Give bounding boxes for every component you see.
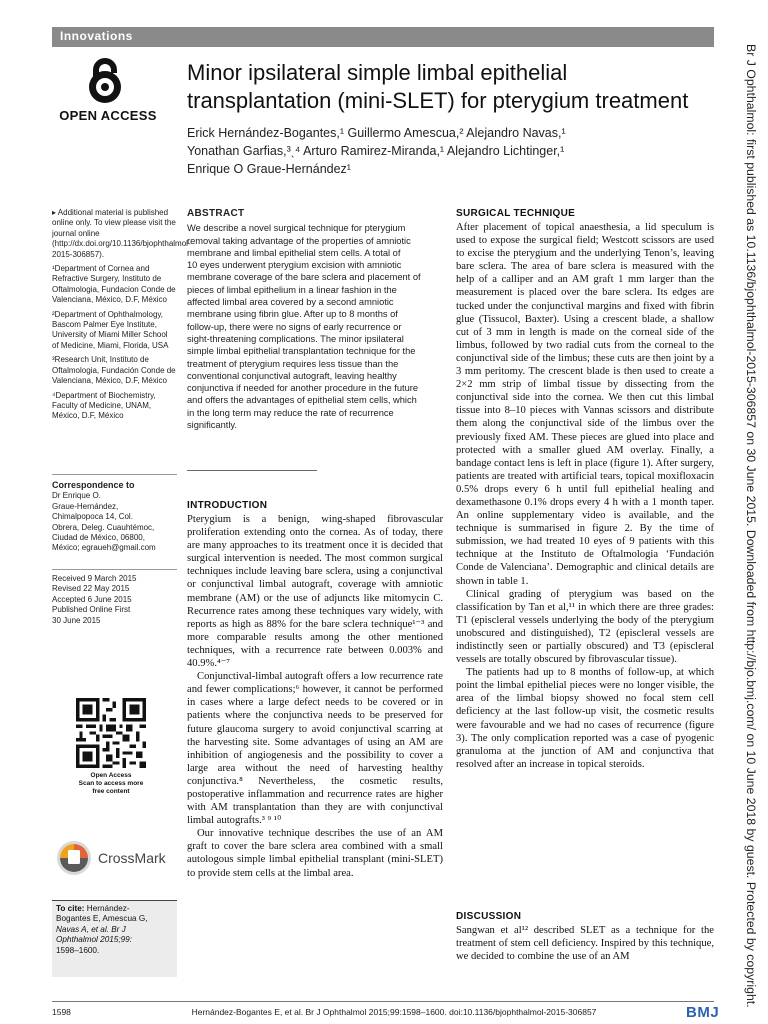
abstract-line: conventional conjunctival autograft, leaving healthy <box>187 370 397 381</box>
date-published-label: Published Online First <box>52 605 131 615</box>
abstract-line: pieces of limbal epithelium in a linear fashion in the <box>187 284 397 295</box>
open-access-lock-icon <box>52 58 158 108</box>
correspondence-block <box>52 480 176 554</box>
cite-heading: To cite: <box>56 904 85 913</box>
date-received: Received 9 March 2015 <box>52 574 137 583</box>
abstract-line: We describe a novel surgical technique for pterygium <box>187 223 406 234</box>
intro-paragraph-2: Conjunctival-limbal autograft offers a low recurrence rate and fewer complications;⁶ however, it cannot be performed in cases where a large defect needs to be covered or in patients where the conjunctiva needs to be preserved for future glaucoma surgery to avoid conjunctival scarring at the harvesting site. Some advantages of using an AM are inhibition of angiogenesis and the possibility to cover a large area without the need of harvesting healthy conjunctiva.⁸ Nevertheless, the cosmetic results, postoperative inflammation and recurrence rates are higher with AM transplantation than they are with conjunctival limbal autografts.³ ⁹ ¹⁰ <box>187 671 443 827</box>
affiliation-4: ⁴Department of Biochemistry, Faculty of Medicine, UNAM, México, D.F, México <box>52 390 156 421</box>
surgical-technique-heading: SURGICAL TECHNIQUE <box>456 208 576 219</box>
correspondence-line: Ciudad de México, 06800, <box>52 533 145 543</box>
abstract-line: membrane coverage of the bare sclera and placement of <box>187 272 421 283</box>
download-note-vertical <box>724 44 766 1008</box>
qr-caption-line: Scan to access more <box>78 780 144 787</box>
correspondence-line: Obrera, Deleg. Cuauhtémoc, <box>52 522 155 532</box>
abstract-line: sight-threatening complications. The minor ipsilateral <box>187 333 404 344</box>
discussion-heading: DISCUSSION <box>456 911 522 922</box>
abstract-line: follow-up, there were no signs of early recurrence or <box>187 321 402 332</box>
bmj-logo: BMJ <box>686 1004 720 1021</box>
date-revised: Revised 22 May 2015 <box>52 584 130 594</box>
technique-paragraph-1: After placement of topical anaesthesia, a lid speculum is used to expose the surgical field; Westcott scissors are used to excise the pterygium and the underlying Tenon’s, leaving bare sclera. The area of bare sclera is measured with the help of a calliper and an AM graft 1 mm larger than the measurement is placed over the bare sclera. Its edges are tucked under the conjunctival margins and fixed with fibrin glue (Tissucol, Baxter). Using a crescent blade, a shallow cut of 3 mm in length is made on the corneal side of the limbus, followed by two radial cuts from the corneal to the conjunctival side of the limbus; these cuts are then joint by a 3 mm peritomy. The crescent blade is then used to create a 2×2 mm strip of limbal tissue by dissecting from the conjunctival side into the cornea. We then cut this limbal tissue into 8–10 pieces with Vannas scissors and distribute them along the conjunctival side of the limbus over the previously fixed AM. These pieces are glued into place and protected with a smaller glued AM overlay. Finally, a bandage contact lens is left in place (figure 1). After surgery, patients are treated with artificial tears, topical moxifloxacin 0.5% drops every 6 h until full epithelial healing and dexamethasone 0.1% drops every 4 h with a 1 month taper. An online supplementary video is available, and the technique is summarised in figure 2. By the time of submission, we had treated 10 eyes of 9 patients with this technique at the Instituto de Oftalmologia ‘Fundación Conde de Valenciana’. Demographic and clinical details are shown in table 1. <box>456 222 714 587</box>
cite-line: 1598–1600. <box>56 945 100 955</box>
correspondence-email[interactable]: México; egraueh@gmail.com <box>52 543 156 553</box>
abstract-line: simple limbal epithelial transplantation technique for the <box>187 346 416 357</box>
abstract-rule <box>187 470 317 471</box>
footer-citation: Hernández-Bogantes E, et al. Br J Ophthalmol 2015;99:1598–1600. doi:10.1136/bjophthalmol-2015-306857 <box>191 1007 597 1017</box>
article-title <box>187 59 717 115</box>
introduction-section <box>187 500 443 880</box>
discussion-section <box>456 911 714 963</box>
abstract <box>187 208 443 431</box>
supplementary-note: ▸ Additional material is published online only. To view please visit the journal online (http://dx.doi.org/10.1136/bjophthalmol-2015-306857). <box>52 208 191 259</box>
authors-line-1: Erick Hernández-Bogantes,¹ Guillermo Amescua,² Alejandro Navas,¹ <box>187 126 566 140</box>
abstract-line: treatment of pterygium requires less tissue than the <box>187 358 399 369</box>
open-access-label: OPEN ACCESS <box>59 108 157 123</box>
qr-caption-line: Open Access <box>90 772 132 779</box>
abstract-line: removal taking advantage of the properties of amniotic <box>187 235 411 246</box>
footer-rule <box>52 1001 714 1002</box>
abstract-line: significantly. <box>187 420 237 431</box>
abstract-line: in the long term may reduce the rate of recurrence <box>187 407 394 418</box>
surgical-technique-section <box>456 208 714 771</box>
date-accepted: Accepted 6 June 2015 <box>52 594 132 604</box>
qr-code-icon <box>76 698 146 768</box>
qr-caption <box>52 772 170 796</box>
crossmark-badge[interactable] <box>56 838 176 878</box>
affiliation-1: ¹Department of Cornea and Refractive Surgery, Instituto de Oftalmologia, Fundacion Conde de Valenciana, México, D.F, México <box>52 264 176 305</box>
discussion-paragraph-1: Sangwan et al¹² described SLET as a technique for the treatment of stem cell deficiency. Inspired by this technique, we decided to combine the use of an AM <box>456 925 714 963</box>
citation-box <box>52 900 177 977</box>
crossmark-label: CrossMark <box>98 850 166 866</box>
abstract-line: membrane using fibrin glue. After up to 8 months of <box>187 309 398 320</box>
sidebar-divider <box>52 474 177 475</box>
abstract-line: 10 eyes underwent pterygium excision with amniotic <box>187 260 402 271</box>
section-label: Innovations <box>60 29 133 43</box>
intro-paragraph-1: Pterygium is a benign, wing-shaped fibrovascular proliferation extending onto the cornea. As of today, there are many approaches to its treatment once it is decided that surgical intervention is needed. The most common surgical techniques include leaving bare sclera, using a conjunctival or conjunctival limbal autograft, coverage with amniotic membrane (AM) or the use of adjuncts like mitomycin C. Recurrence rates among these techniques vary widely, with reports as high as 88% for the bare sclera technique¹⁻³ and more comparable results among the other mentioned techniques, with a recurrence rate between 0.003% and 40.9%.⁴⁻⁷ <box>187 514 443 670</box>
technique-paragraph-2: Clinical grading of pterygium was based on the classification by Tan et al,¹¹ in which there are three grades: T1 (episcleral vessels underlying the body of the pterygium unobscured and distinguished), T2 (episcleral vessels are indistinctly seen or partially obscured) and T3 (episcleral vessels are totally obscured by fibrovascular tissue). <box>456 588 714 666</box>
abstract-heading: ABSTRACT <box>187 208 245 219</box>
page-number: 1598 <box>52 1007 71 1017</box>
qr-caption-line: free content <box>92 788 130 795</box>
author-list <box>187 124 717 178</box>
open-access-logo <box>52 58 158 128</box>
abstract-line: conjunctiva if needed for another procedure in the future <box>187 383 419 394</box>
title-line-1: Minor ipsilateral simple limbal epithelial <box>187 60 568 85</box>
affiliation-2: ²Department of Ophthalmology, Bascom Palmer Eye Institute, University of Miami Miller School of Medicine, Miami, Florida, USA <box>52 309 169 350</box>
cite-line: Navas A, et al. Br J <box>56 924 126 934</box>
title-line-2: transplantation (mini-SLET) for pterygium treatment <box>187 88 689 113</box>
correspondence-line: Graue-Hernández, <box>52 501 119 511</box>
correspondence-heading: Correspondence to <box>52 480 135 490</box>
sidebar-divider <box>52 569 177 570</box>
authors-line-3: Enrique O Graue-Hernández¹ <box>187 162 351 176</box>
section-bar <box>52 27 714 47</box>
article-dates <box>52 574 176 626</box>
date-published: 30 June 2015 <box>52 615 101 625</box>
cite-line: Ophthalmol 2015;99: <box>56 935 133 945</box>
cite-line: Bogantes E, Amescua G, <box>56 914 148 924</box>
sidebar-affiliations <box>52 208 191 426</box>
cite-line: Hernández- <box>86 904 130 913</box>
abstract-line: affected limbal area covered by a second amniotic <box>187 297 394 308</box>
affiliation-3: ³Research Unit, Instituto de Oftalmologia, Fundación Conde de Valenciana, México, D.F, México <box>52 355 176 386</box>
authors-line-2: Yonathan Garfias,³ˎ⁴ Arturo Ramirez-Miranda,¹ Alejandro Lichtinger,¹ <box>187 144 565 158</box>
download-note-text: Br J Ophthalmol: first published as 10.1136/bjophthalmol-2015-306857 on 30 June 2015. Downloaded from http://bjo.bmj.com/ on 10 June 2018 by guest. Protected by copyright. <box>744 44 758 1008</box>
technique-paragraph-3: The patients had up to 8 months of follow-up, at which point the limbal epithelial pieces were no longer visible, the area of the limbal biopsy showed no focal stem cell deficiency at the last follow-up visit, the cosmetic results were favourable and we had no cases of recurrence (figure 3). The only complication reported was a case of pyogenic granuloma at the junction of AM and conjunctiva that resolved after an increase in topical steroids. <box>456 667 714 770</box>
correspondence-line: Dr Enrique O. <box>52 491 101 501</box>
intro-paragraph-3: Our innovative technique describes the use of an AM graft to cover the bare sclera area combined with a small autologous simple limbal epithelial transplant (mini-SLET) to provide stem cells at the limbal area. <box>187 828 443 879</box>
correspondence-line: Chimalpopoca 14, Col. <box>52 512 133 522</box>
abstract-line: membrane and limbal epithelial stem cells. A total of <box>187 247 401 258</box>
crossmark-icon <box>56 840 92 876</box>
abstract-line: and offers the advantages of epithelial stem cells, which <box>187 395 417 406</box>
introduction-heading: INTRODUCTION <box>187 500 268 511</box>
qr-code[interactable] <box>76 698 146 768</box>
